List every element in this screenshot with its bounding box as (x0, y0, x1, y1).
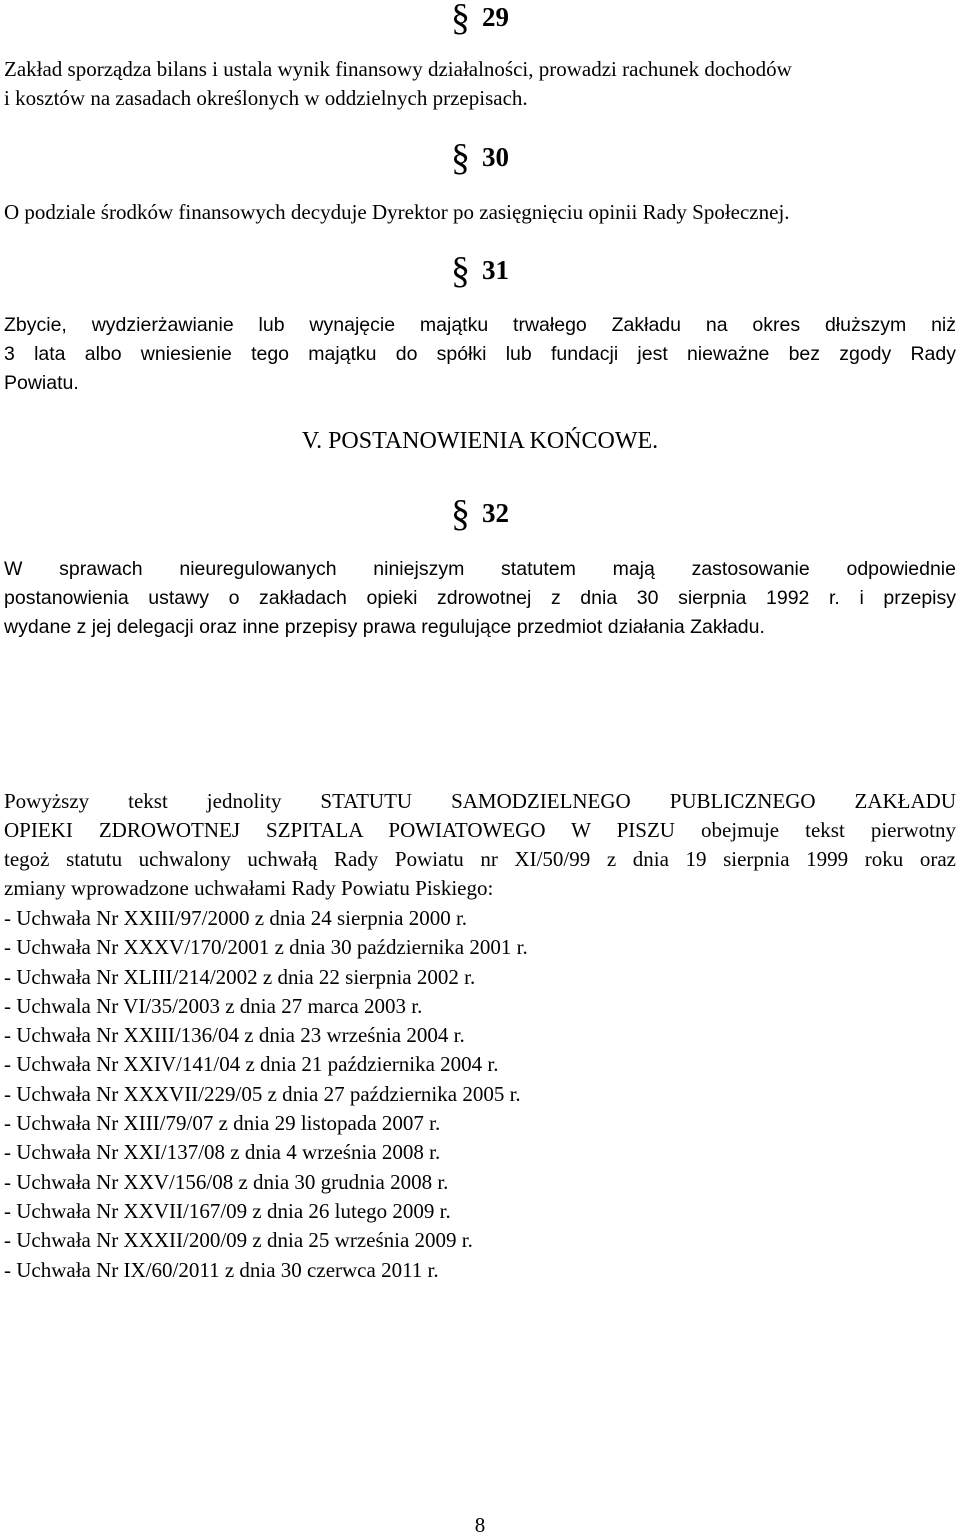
section-number: 31 (482, 255, 509, 285)
section-heading-29 (0, 0, 960, 39)
paragraph-line: W sprawach nieuregulowanych niniejszym statutem mają zastosowanie odpowiednie (4, 558, 956, 580)
paragraph-line: Zbycie, wydzierżawianie lub wynajęcie majątku trwałego Zakładu na okres dłuższym niż (4, 314, 956, 336)
paragraph-32 (4, 555, 956, 642)
list-item: - Uchwała Nr XXXVII/229/05 z dnia 27 października 2005 r. (4, 1081, 521, 1106)
paragraph-line: postanowienia ustawy o zakładach opieki zdrowotnej z dnia 30 sierpnia 1992 r. i przepisy (4, 587, 956, 609)
paragraph-29 (4, 55, 956, 113)
paragraph-line: Powiatu. (4, 372, 79, 394)
list-item: - Uchwała Nr XXIV/141/04 z dnia 21 października 2004 r. (4, 1052, 499, 1077)
final-note-line: zmiany wprowadzone uchwałami Rady Powiatu Piskiego: (4, 876, 494, 900)
final-note-line: Powyższy tekst jednolity STATUTU SAMODZIELNEGO PUBLICZNEGO ZAKŁADU (4, 789, 956, 813)
list-item: - Uchwała Nr XXXII/200/09 z dnia 25 września 2009 r. (4, 1228, 473, 1253)
section-symbol: § (451, 493, 470, 535)
paragraph-line: O podziale środków finansowych decyduje Dyrektor po zasięgnięciu opinii Rady Społecznej. (4, 200, 790, 224)
list-item: - Uchwala Nr VI/35/2003 z dnia 27 marca 2003 r. (4, 993, 423, 1018)
final-note (4, 787, 956, 903)
section-symbol: § (451, 0, 470, 39)
list-item: - Uchwała Nr XLIII/214/2002 z dnia 22 sierpnia 2002 r. (4, 964, 476, 989)
paragraph-line: wydane z jej delegacji oraz inne przepisy prawa regulujące przedmiot działania Zakładu. (4, 616, 765, 638)
list-item: - Uchwała Nr XXIII/97/2000 z dnia 24 sierpnia 2000 r. (4, 906, 468, 930)
list-item: - Uchwała Nr XXIII/136/04 z dnia 23 września 2004 r. (4, 1023, 465, 1048)
paragraph-30 (4, 198, 956, 227)
list-item: - Uchwała Nr XXI/137/08 z dnia 4 września 2008 r. (4, 1140, 441, 1165)
final-note-line: OPIEKI ZDROWOTNEJ SZPITALA POWIATOWEGO W PISZU obejmuje tekst pierwotny (4, 818, 956, 842)
section-symbol: § (451, 250, 470, 292)
final-note-line: tegoż statutu uchwalony uchwałą Rady Powiatu nr XI/50/99 z dnia 19 sierpnia 1999 roku oraz (4, 847, 956, 871)
section-heading-31 (0, 250, 960, 292)
list-item: - Uchwała Nr XXVII/167/09 z dnia 26 lutego 2009 r. (4, 1198, 451, 1223)
page-number: 8 (474, 1513, 486, 1537)
section-heading-32 (0, 493, 960, 535)
section-heading-30 (0, 137, 960, 179)
paragraph-31 (4, 311, 956, 398)
section-symbol: § (451, 137, 470, 179)
section-number: 32 (482, 498, 509, 528)
resolutions-list (4, 904, 956, 1285)
list-item: - Uchwała Nr IX/60/2011 z dnia 30 czerwca 2011 r. (4, 1257, 439, 1282)
list-item: - Uchwała Nr XXV/156/08 z dnia 30 grudnia 2008 r. (4, 1169, 449, 1194)
section-number: 29 (482, 2, 509, 32)
list-item: - Uchwała Nr XIII/79/07 z dnia 29 listopada 2007 r. (4, 1111, 441, 1136)
list-item: - Uchwała Nr XXXV/170/2001 z dnia 30 października 2001 r. (4, 935, 528, 960)
paragraph-line: 3 lata albo wniesienie tego majątku do spółki lub fundacji jest nieważne bez zgody Rady (4, 343, 956, 365)
paragraph-line: i kosztów na zasadach określonych w oddzielnych przepisach. (4, 86, 528, 110)
chapter-heading: V. POSTANOWIENIA KOŃCOWE. (301, 428, 659, 454)
paragraph-line: Zakład sporządza bilans i ustala wynik finansowy działalności, prowadzi rachunek dochodów (4, 57, 792, 81)
section-number: 30 (482, 142, 509, 172)
